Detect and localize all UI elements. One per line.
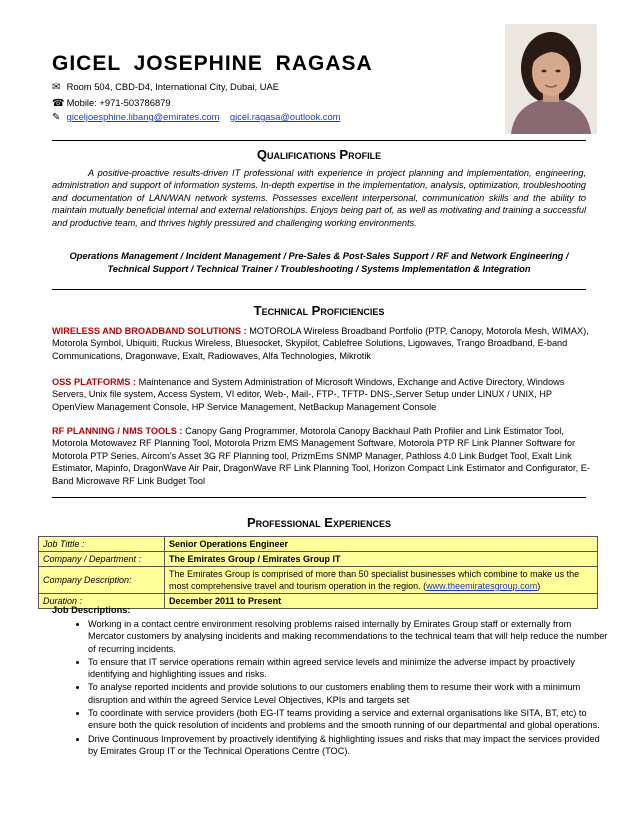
profile-photo [505, 24, 597, 134]
tech-item-label: OSS PLATFORMS : [52, 377, 137, 387]
email-link-primary[interactable]: giceljoesphine.libang@emirates.com [66, 111, 220, 122]
tech-item-rf-planning [52, 425, 592, 487]
address-text: Room 504, CBD-D4, International City, Dubai, UAE [66, 81, 280, 92]
keywords-line-2: Technical Support / Technical Trainer / Troubleshooting / Systems Implementation & Integration [107, 264, 531, 274]
company-description-end: ) [537, 581, 541, 591]
list-item: • To coordinate with service providers (both EG-IT teams providing a service and external organisations like SITA, BT, etc) to ensure both the quick resolution of incidents and problems and the smooth running of our departmental and global operations. [88, 707, 608, 732]
tech-item-label: RF PLANNING / NMS TOOLS : [52, 426, 183, 436]
table-row [39, 552, 598, 567]
tech-item-text: MOTOROLA Wireless Broadband Portfolio (PTP, Canopy, Motorola Mesh, WIMAX), Motorola Symbol, Ubiquiti, Ruckus Wireless, Bluesocket, Skypilot, Cablefree Solutions, Ligowaves, Trango Broadband, E-band Communications, Dragonwave, Exalt, Radiowaves, Alfa Technologies, Mikrotik [52, 326, 589, 361]
email-link-secondary[interactable]: gicel.ragasa@outlook.com [229, 111, 341, 122]
tech-item-wireless [52, 325, 592, 362]
technical-divider [52, 497, 586, 498]
company-description-label: Company Description: [39, 567, 165, 594]
candidate-name: GICEL JOSEPHINE RAGASA [52, 52, 373, 75]
tech-item-text: Maintenance and System Administration of Microsoft Windows, Exchange and Active Directory, Windows Servers, Unix file system, Access System, VI editor, Web-, Mail-, FTP-, TFTP- DNS-,Server Setup under LINUX / UNIX, HP OpenView Management Console, HP Service Management, NetBackup Management Console [52, 377, 565, 412]
duration-label: Duration : [39, 594, 165, 609]
job-title-label: Job Tittle : [39, 537, 165, 552]
table-row [39, 537, 598, 552]
list-item: • To ensure that IT service operations remain within agreed service levels and minimize the adverse impact by proactively identifying and highlighting issues and risks. [88, 656, 608, 681]
envelope-icon: ✉ [52, 82, 61, 93]
email-icon: ✎ [52, 112, 61, 123]
mobile-line [52, 96, 171, 110]
technical-title: Technical Proficiencies [253, 303, 385, 318]
mobile-text: Mobile: +971-503786879 [66, 97, 171, 108]
company-website-link[interactable]: www.theemiratesgroup.com [426, 581, 538, 591]
company-label: Company / Department : [39, 552, 165, 567]
experience-table [38, 536, 598, 609]
duration-value: December 2011 to Present [165, 594, 598, 609]
tech-item-label: WIRELESS AND BROADBAND SOLUTIONS : [52, 326, 247, 336]
keywords-line-1: Operations Management / Incident Management / Pre-Sales & Post-Sales Support / RF and Network Engineering / [69, 251, 569, 261]
table-row [39, 567, 598, 594]
company-description-text: The Emirates Group is comprised of more than 50 specialist businesses which combine to make us the most comprehensive travel and tourism operation in the region. ( [169, 569, 580, 591]
header-divider [52, 140, 586, 141]
experience-title: Professional Experiences [247, 515, 391, 530]
qualifications-summary: A positive-proactive results-driven IT professional with experience in project planning and implementation, engineering, administration and support of information systems. In-depth expertise in the implementation, analysis, optimization, troubleshooting and documentation of LAN/WAN network systems. Possesses excellent interpersonal, communication skills and the ability to maintain mutually beneficial internal and external relationships. Enjoys being part of, as well as motivating and training a successful and productive team, and thrives highly pressured and challenging working environments. [52, 168, 586, 228]
tech-item-oss [52, 376, 592, 413]
list-item: • Drive Continuous Improvement by proactively identifying & highlighting issues and risks that may impact the services provided by Emirates Group IT or the Technical Operations Centre (TOC). [88, 733, 608, 758]
job-descriptions-title: Job Descriptions: [52, 605, 131, 615]
list-item: • Working in a contact centre environment resolving problems raised internally by Emirates Group staff or externally from Mercator customers by analysing incidents and making recommendations to the technical team that will help reduce the number of recurring incidents. [88, 618, 608, 655]
email-line [52, 110, 340, 124]
phone-icon: ☎ [52, 98, 65, 109]
address-line [52, 80, 279, 94]
qualifications-title: Qualifications Profile [256, 147, 382, 162]
company-description-value [165, 567, 598, 594]
tech-item-text: Canopy Gang Programmer, Motorola Canopy Backhaul Path Profiler and Link Estimator Tool, Motorola Motowavez RF Planning Tool, Motorola Prizm EMS Management Software, Motorola PTP RF Link Planner Software for Motorola PTP Series, Aircom’s Asset 3G RF Planning tool, PrizmEms SNMP Manager, Pathloss 4.0 Link Budget Tool, Exalt Link Estimator, Mapinfo, DragonWave Air Pair, DragonWave RF Link Planning Tool, Horizon Compact Link Estimator and Configurator, E-Band Microwave RF Link Budget Tool [52, 426, 590, 486]
company-value: The Emirates Group / Emirates Group IT [165, 552, 598, 567]
qualifications-divider [52, 289, 586, 290]
duties-list [72, 618, 608, 758]
job-title-value: Senior Operations Engineer [165, 537, 598, 552]
list-item: • To analyse reported incidents and provide solutions to our customers enabling them to resume their work with a minimum disruption and within the agreed Service Level Objectives, KPIs and targets set [88, 681, 608, 706]
